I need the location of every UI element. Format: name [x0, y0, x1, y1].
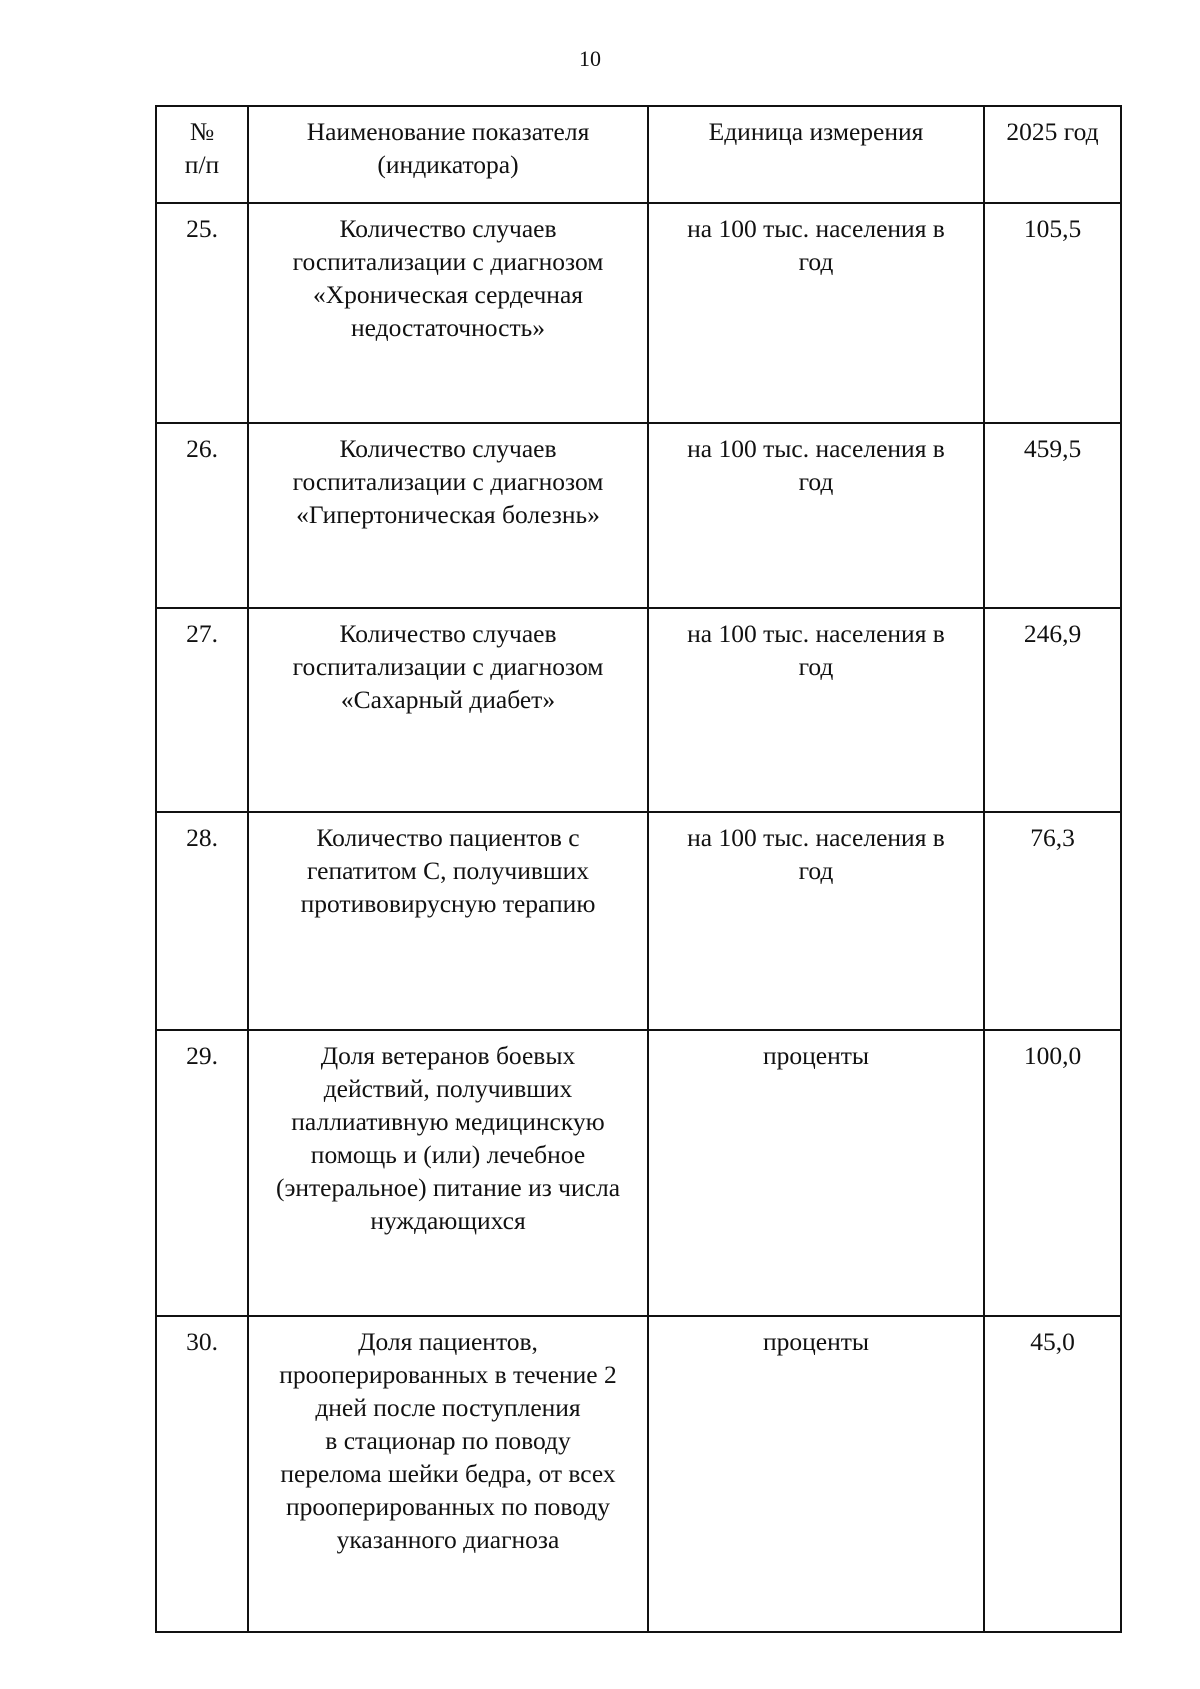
value-2025: 246,9: [984, 608, 1121, 812]
indicator-name-line: действий, получивших: [323, 1074, 573, 1103]
unit-line: год: [798, 652, 834, 681]
indicator-name: [248, 1030, 648, 1316]
table-row: [156, 1316, 1121, 1632]
indicator-name-line: противовирусную терапию: [300, 889, 596, 918]
row-number: 27.: [156, 608, 248, 812]
indicator-name-line: прооперированных в течение 2: [279, 1360, 617, 1389]
table-row: [156, 608, 1121, 812]
header-indicator-name: [248, 106, 648, 203]
header-year-label: 2025 год: [1006, 117, 1099, 146]
indicator-name-line: в стационар по поводу: [325, 1426, 571, 1455]
indicator-name-line: помощь и (или) лечебное: [310, 1140, 586, 1169]
value-2025: 105,5: [984, 203, 1121, 423]
indicator-name: [248, 1316, 648, 1632]
unit-of-measure: [648, 608, 984, 812]
unit-of-measure: [648, 812, 984, 1030]
unit-of-measure: [648, 203, 984, 423]
indicator-name-line: перелома шейки бедра, от всех: [280, 1459, 616, 1488]
indicator-name-line: гепатитом С, получивших: [307, 856, 589, 885]
indicator-name-line: Доля ветеранов боевых: [320, 1041, 576, 1070]
header-number-line1: №: [189, 117, 215, 146]
header-year: [984, 106, 1121, 203]
unit-line: год: [798, 247, 834, 276]
header-unit-label: Единица измерения: [708, 117, 924, 146]
row-number: 26.: [156, 423, 248, 608]
row-number: 25.: [156, 203, 248, 423]
header-name-line2: (индикатора): [377, 150, 519, 179]
indicator-name-line: Количество случаев: [339, 434, 557, 463]
indicator-name: [248, 608, 648, 812]
unit-of-measure: [648, 1030, 984, 1316]
indicator-name: [248, 812, 648, 1030]
header-name-line1: Наименование показателя: [306, 117, 590, 146]
indicator-name-line: госпитализации с диагнозом: [292, 467, 604, 496]
unit-line: проценты: [762, 1041, 870, 1070]
unit-line: проценты: [762, 1327, 870, 1356]
indicator-name-line: прооперированных по поводу: [285, 1492, 611, 1521]
value-2025: 100,0: [984, 1030, 1121, 1316]
value-2025: 45,0: [984, 1316, 1121, 1632]
unit-line: на 100 тыс. населения в: [687, 619, 945, 648]
indicator-name: [248, 423, 648, 608]
unit-of-measure: [648, 1316, 984, 1632]
header-number: [156, 106, 248, 203]
unit-of-measure: [648, 423, 984, 608]
indicator-name-line: (энтеральное) питание из числа: [275, 1173, 621, 1202]
row-number: 30.: [156, 1316, 248, 1632]
unit-line: на 100 тыс. населения в: [687, 214, 945, 243]
indicator-name-line: госпитализации с диагнозом: [292, 652, 604, 681]
page-number: 10: [579, 46, 601, 71]
indicator-name-line: нуждающихся: [370, 1206, 526, 1235]
indicator-name-line: недостаточность»: [350, 313, 545, 342]
value-2025: 459,5: [984, 423, 1121, 608]
row-number: 28.: [156, 812, 248, 1030]
header-number-line2: п/п: [184, 150, 220, 179]
unit-line: на 100 тыс. населения в: [687, 823, 945, 852]
unit-line: на 100 тыс. населения в: [687, 434, 945, 463]
indicator-name-line: «Сахарный диабет»: [340, 685, 556, 714]
unit-line: год: [798, 856, 834, 885]
indicator-name-line: паллиативную медицинскую: [291, 1107, 605, 1136]
indicator-name-line: Доля пациентов,: [358, 1327, 538, 1356]
indicator-name-line: указанного диагноза: [336, 1525, 560, 1554]
unit-line: год: [798, 467, 834, 496]
indicator-name-line: дней после поступления: [315, 1393, 581, 1422]
header-unit: [648, 106, 984, 203]
table-row: [156, 812, 1121, 1030]
table-row: [156, 423, 1121, 608]
indicator-name-line: «Хроническая сердечная: [312, 280, 584, 309]
indicator-name-line: госпитализации с диагнозом: [292, 247, 604, 276]
row-number: 29.: [156, 1030, 248, 1316]
indicator-name: [248, 203, 648, 423]
indicator-name-line: Количество случаев: [339, 214, 557, 243]
table-row: [156, 1030, 1121, 1316]
table-header-row: [156, 106, 1121, 203]
value-2025: 76,3: [984, 812, 1121, 1030]
indicator-name-line: Количество случаев: [339, 619, 557, 648]
indicators-table: [155, 105, 1122, 1633]
indicator-name-line: Количество пациентов с: [316, 823, 580, 852]
indicator-name-line: «Гипертоническая болезнь»: [296, 500, 600, 529]
table-row: [156, 203, 1121, 423]
